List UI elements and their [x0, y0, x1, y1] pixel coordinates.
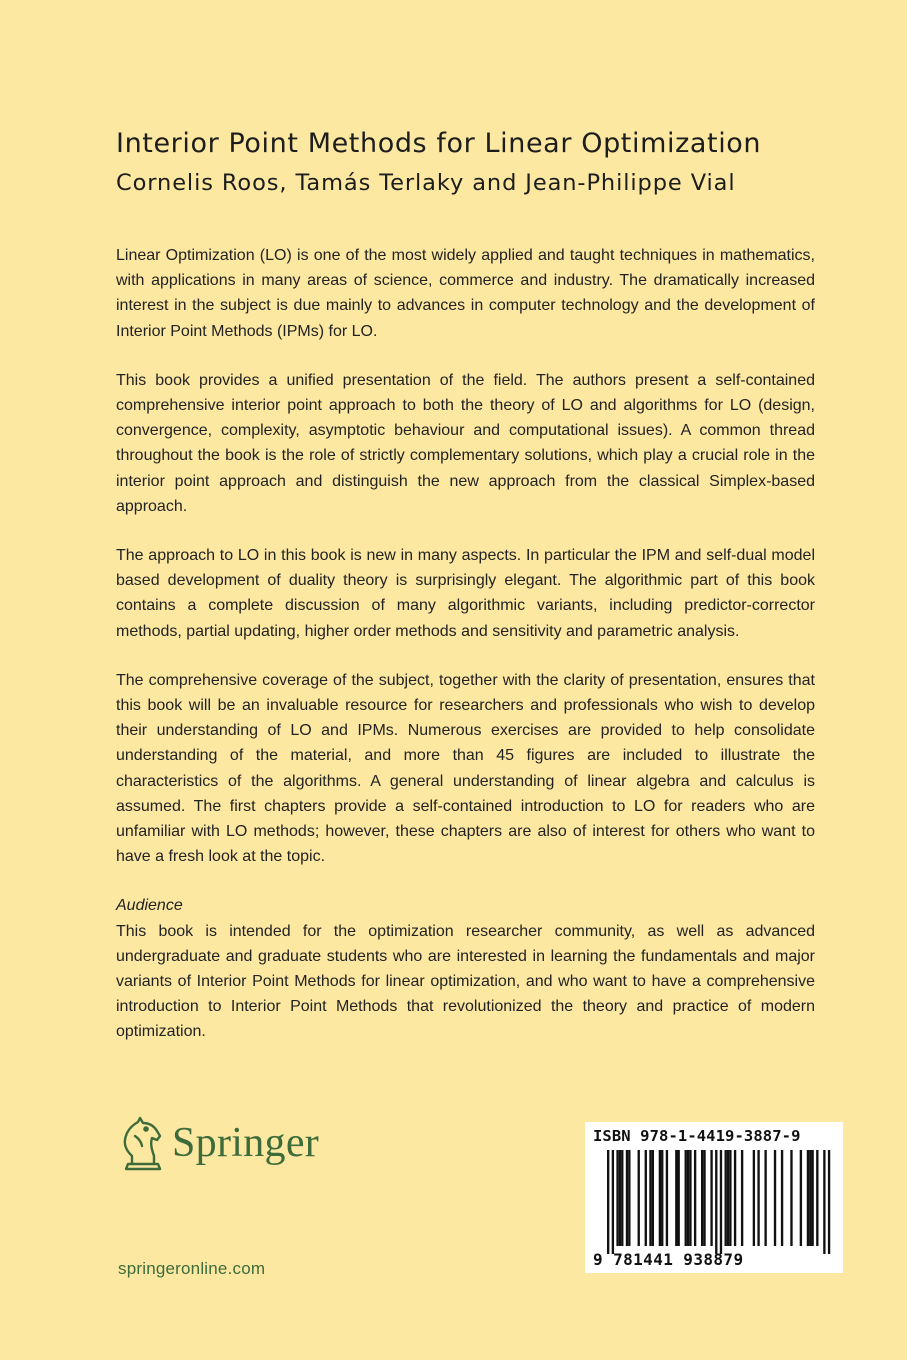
barcode-bar: [725, 1150, 727, 1246]
barcode-bar: [757, 1150, 759, 1246]
barcode-bar: [675, 1150, 677, 1246]
publisher-logo: [116, 1114, 319, 1172]
barcode-bar: [645, 1150, 647, 1246]
barcode-bar: [659, 1150, 661, 1246]
book-title: Interior Point Methods for Linear Optimization: [116, 128, 762, 159]
barcode-bar: [828, 1150, 830, 1254]
barcode-bar: [741, 1150, 743, 1246]
barcode-bar: [689, 1150, 691, 1246]
barcode-bar: [811, 1150, 813, 1246]
barcode-bar: [729, 1150, 731, 1246]
barcode-bar: [764, 1150, 766, 1246]
barcode-bar: [626, 1150, 628, 1246]
description-paragraph: The comprehensive coverage of the subject, together with the clarity of presentation, ensures that this book will be an invaluable resource for researchers and professionals who wish to develop their understanding of LO and IPMs. Numerous exercises are provided to help consolidate understanding of the material, and more than 45 figures are included to illustrate the characteristics of the algorithms. A general understanding of linear algebra and calculus is assumed. The first chapters provide a self-contained introduction to LO for readers who are unfamiliar with LO methods; however, these chapters are also of interest for others who want to have a fresh look at the topic.: [116, 671, 815, 866]
barcode-bar: [649, 1150, 651, 1246]
description-paragraph: This book provides a unified presentation of the field. The authors present a self-contained comprehensive interior point approach to both the theory of LO and algorithms for LO (design, convergence, complexity, asymptotic behaviour and computational issues). A common thread throughout the book is the role of strictly complementary solutions, which play a crucial role in the interior point approach and distinguish the new approach from the classical Simplex-based approach.: [116, 371, 815, 515]
barcode-bar: [621, 1150, 623, 1246]
barcode-bar: [619, 1150, 621, 1246]
barcode-bar: [781, 1150, 783, 1246]
barcode-bar: [800, 1150, 802, 1246]
barcode-bar: [823, 1150, 825, 1254]
barcode-bar: [638, 1150, 640, 1246]
barcode-bar: [715, 1150, 717, 1254]
barcode-bar: [727, 1150, 729, 1246]
barcode-bar: [753, 1150, 755, 1246]
barcode-bar: [685, 1150, 687, 1246]
barcode-bar: [616, 1150, 618, 1246]
isbn-label: ISBN 978-1-4419-3887-9: [593, 1127, 801, 1145]
knight-chess-piece-icon: [116, 1114, 168, 1172]
audience-heading: Audience: [116, 897, 183, 915]
barcode-bar: [694, 1150, 696, 1246]
barcode-bar: [701, 1150, 703, 1246]
publisher-name: Springer: [172, 1120, 320, 1166]
barcode-bar: [774, 1150, 776, 1246]
description-paragraph: Linear Optimization (LO) is one of the most widely applied and taught techniques in mathematics, with applications in many areas of science, commerce and industry. The dramatically increased interest in the subject is due mainly to advances in computer technology and the development of Interior Point Methods (IPMs) for LO.: [116, 247, 815, 340]
barcode-bar: [612, 1150, 614, 1254]
isbn-barcode: [585, 1122, 843, 1273]
description-block: [116, 243, 815, 1045]
barcode-bar: [607, 1150, 609, 1254]
barcode-bar: [720, 1150, 722, 1254]
ean-digits: 9 781441 938879: [593, 1250, 744, 1269]
barcode-bar: [710, 1150, 712, 1246]
description-paragraph: The approach to LO in this book is new in many aspects. In particular the IPM and self-dual model based development of duality theory is surprisingly elegant. The algorithmic part of this book contains a complete discussion of many algorithmic variants, including predictor-corrector methods, partial updating, higher order methods and sensitivity and parametric analysis.: [116, 547, 815, 640]
barcode-bar: [816, 1150, 818, 1246]
barcode-bar: [678, 1150, 680, 1246]
barcode-bar: [703, 1150, 705, 1246]
barcode-bar: [807, 1150, 809, 1246]
barcode-bar: [687, 1150, 689, 1246]
barcode-bar: [734, 1150, 736, 1246]
barcode-bar: [652, 1150, 654, 1246]
book-authors: Cornelis Roos, Tamás Terlaky and Jean-Philippe Vial: [116, 170, 736, 196]
barcode-bar: [661, 1150, 663, 1246]
barcode-bar: [790, 1150, 792, 1246]
barcode-bar: [666, 1150, 668, 1246]
barcode-bar: [628, 1150, 630, 1246]
audience-paragraph: This book is intended for the optimization researcher community, as well as advanced undergraduate and graduate students who are interested in learning the fundamentals and major variants of Interior Point Methods for linear optimization, and who want to have a comprehensive introduction to Interior Point Methods that revolutionized the theory and practice of modern optimization.: [116, 922, 815, 1041]
barcode-bar: [809, 1150, 811, 1246]
publisher-url: springeronline.com: [118, 1259, 266, 1278]
